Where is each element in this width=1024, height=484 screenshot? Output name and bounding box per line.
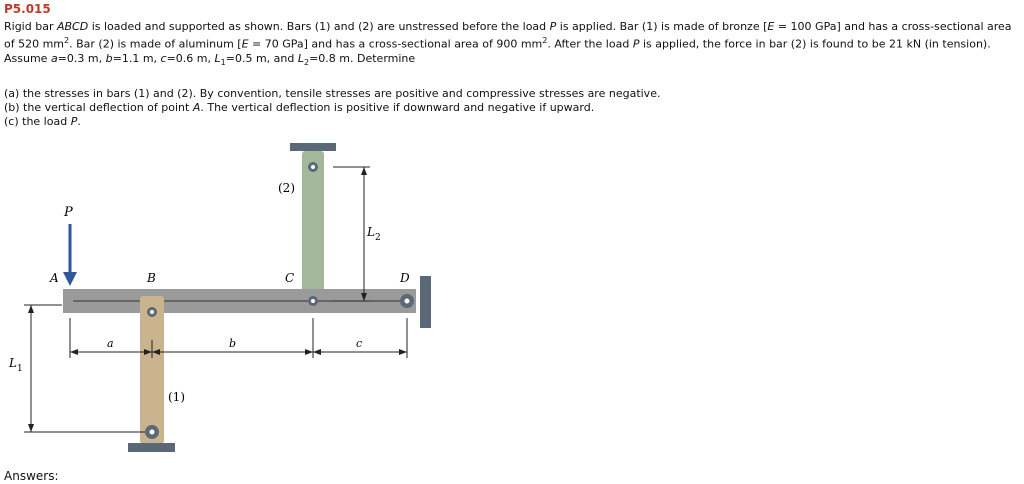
text-run: =0.5 m, and: [225, 51, 298, 65]
label-D: D: [400, 271, 410, 285]
label-C: C: [285, 271, 295, 285]
bottom-support: [128, 443, 175, 452]
text-run: P: [632, 37, 640, 51]
text-run: P: [549, 20, 557, 33]
label-dim-b: b: [229, 337, 237, 350]
text-run: E: [241, 37, 249, 51]
text-run: .: [77, 115, 81, 128]
text-run: 2: [304, 57, 310, 67]
text-run: is applied, the force in bar (2) is found to be 21 kN (in tension). Assume: [4, 37, 995, 65]
text-run: c: [160, 51, 167, 65]
text-run: is loaded and supported as shown. Bars (1) and (2) are unstressed before the load: [88, 20, 550, 33]
text-run: is applied. Bar (1) is made of bronze [: [556, 20, 768, 33]
text-run: = 100 GPa] and has a cross-sectional area of 520 mm: [4, 20, 1016, 51]
text-run: (c) the load: [4, 115, 71, 128]
text-run: (b) the vertical deflection of point: [4, 101, 193, 114]
text-run: P: [70, 115, 78, 128]
text-run: = 70 GPa] and has a cross-sectional area of 900 mm: [248, 37, 543, 51]
text-run: 2: [64, 36, 70, 45]
text-run: b: [105, 51, 113, 65]
text-run: ABCD: [56, 20, 89, 33]
top-support: [290, 143, 336, 151]
label-A: A: [50, 271, 59, 285]
label-L2: $L_2$: [367, 225, 381, 243]
wall-support-D: [420, 276, 431, 328]
text-run: E: [767, 20, 775, 33]
text-run: . Bar (2) is made of aluminum [: [69, 37, 242, 51]
text-run: L: [214, 51, 221, 65]
text-run: 1: [220, 57, 226, 67]
label-B: B: [147, 271, 156, 285]
label-bar1: (1): [168, 390, 185, 404]
label-dim-c: c: [356, 337, 363, 350]
text-run: 2: [542, 36, 548, 45]
text-run: . After the load: [547, 37, 633, 51]
text-run: A: [192, 101, 201, 114]
text-run: a: [50, 51, 58, 65]
text-run: =0.6 m,: [166, 51, 215, 65]
label-bar2: (2): [278, 181, 295, 195]
text-run: =0.3 m,: [57, 51, 106, 65]
problem-id: P5.015: [4, 2, 51, 16]
label-dim-a: a: [107, 337, 114, 350]
label-P: P: [64, 205, 73, 220]
text-run: Rigid bar: [4, 20, 57, 33]
text-run: . The vertical deflection is positive if downward and negative if upward.: [200, 101, 595, 114]
text-run: (a) the stresses in bars (1) and (2). By convention, tensile stresses are positive and compressive stresses are negative.: [4, 87, 661, 100]
answers-label: Answers:: [4, 469, 59, 483]
text-run: =0.8 m. Determine: [309, 51, 416, 65]
text-run: =1.1 m,: [112, 51, 161, 65]
text-run: L: [297, 51, 304, 65]
bar-2: [302, 151, 324, 311]
bar-1: [140, 296, 164, 444]
label-L1: $L_1$: [9, 356, 23, 374]
